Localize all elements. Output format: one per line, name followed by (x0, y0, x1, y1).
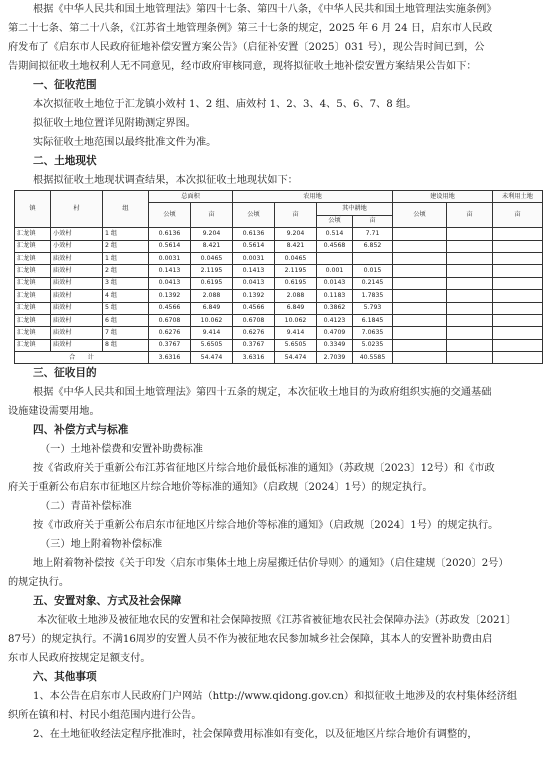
scope-line: 本次拟征收土地位于汇龙镇小效村 1、2 组、庙效村 1、2、3、4、5、6、7、8 组。 (33, 99, 417, 110)
table-cell: 0.6708 (149, 314, 191, 326)
cell-village: 庙效村 (51, 339, 103, 351)
intro-line: 府发布了《启东市人民政府征地补偿安置方案公告》（启征补安置〔2025〕031 号），现公告时间已到，公 (8, 42, 485, 53)
table-cell: 10.062 (191, 314, 233, 326)
table-cell (393, 277, 447, 289)
table-cell: 0.0031 (233, 252, 275, 264)
table-cell: 54.474 (275, 352, 317, 364)
table-cell: 0.5614 (149, 240, 191, 252)
intro-line: 告期间拟征收土地权利人无不同意见，经市政府审核同意，现将拟征收土地补偿安置方案结果公告如下： (8, 61, 477, 72)
other-line: 2、在土地征收经法定程序批准时，社会保障费用标准如有变化，以及征地区片综合地价有调整的， (33, 729, 478, 741)
header-unit-ha: 公顷 (149, 203, 191, 228)
table-cell: 6.849 (275, 302, 317, 314)
header-unit-ha: 公顷 (317, 215, 353, 227)
table-cell: 0.1183 (317, 290, 353, 302)
cell-village: 庙效村 (51, 327, 103, 339)
table-cell: 2.088 (191, 290, 233, 302)
cell-town: 汇龙镇 (15, 240, 51, 252)
resettlement-line: 本次征收土地涉及被征地农民的安置和社会保障按照《江苏省被征地农民社会保障办法》（苏政发〔2021〕 (37, 615, 517, 627)
table-cell (393, 314, 447, 326)
table-cell: 0.015 (353, 265, 393, 277)
table-cell (447, 252, 493, 264)
compensation-line: 府关于重新公布启东市征地区片综合地价等标准的通知》（启政规〔2024〕1号）的规定执行。 (8, 482, 433, 494)
intro-line: 根据《中华人民共和国土地管理法》第四十七条、第四十八条，《中华人民共和国土地管理法实施条例》 (33, 4, 497, 15)
table-cell (493, 314, 543, 326)
table-cell (447, 265, 493, 277)
table-cell: 0.4123 (317, 314, 353, 326)
table-cell (493, 352, 543, 364)
table-cell: 3.6316 (233, 352, 275, 364)
table-cell (447, 290, 493, 302)
table-cell (393, 327, 447, 339)
table-cell (393, 228, 447, 240)
table-cell: 0.4566 (149, 302, 191, 314)
table-cell: 0.0031 (149, 252, 191, 264)
table-row (15, 228, 543, 240)
status-lead: 根据拟征收土地现状调查结果，本次拟征收土地现状如下： (33, 175, 298, 186)
table-row (15, 290, 543, 302)
table-cell (447, 327, 493, 339)
table-row (15, 265, 543, 277)
table-cell: 0.3767 (233, 339, 275, 351)
table-cell: 0.001 (317, 265, 353, 277)
cell-town: 汇龙镇 (15, 228, 51, 240)
table-cell: 0.4709 (317, 327, 353, 339)
table-cell: 0.5614 (233, 240, 275, 252)
table-cell: 0.0465 (191, 252, 233, 264)
cell-town: 汇龙镇 (15, 327, 51, 339)
purpose-line: 设施建设需要用地。 (8, 406, 100, 418)
cell-village: 庙效村 (51, 290, 103, 302)
header-unused: 未利用土地 (493, 191, 543, 203)
subheading-land-compensation: （一）土地补偿费和安置补助费标准 (40, 444, 203, 456)
table-cell: 0.4566 (233, 302, 275, 314)
section-heading-compensation: 四、补偿方式与标准 (33, 424, 129, 437)
header-unit-mu: 亩 (275, 203, 317, 228)
table-cell: 6.1845 (353, 314, 393, 326)
header-village: 村 (51, 191, 103, 228)
table-cell: 9.204 (275, 228, 317, 240)
table-row (15, 314, 543, 326)
cell-group: 1 组 (103, 252, 149, 264)
section-heading-other: 六、其他事项 (33, 671, 97, 684)
table-cell (447, 302, 493, 314)
table-cell: 5.6505 (275, 339, 317, 351)
table-cell (447, 352, 493, 364)
other-line: 1、本公告在启东市人民政府门户网站（http://www.qidong.gov.cn）和拟征收土地涉及的农村集体经济组 (33, 691, 518, 703)
table-cell (447, 314, 493, 326)
table-cell: 0.6195 (191, 277, 233, 289)
table-cell: 2.1195 (191, 265, 233, 277)
cell-town: 汇龙镇 (15, 277, 51, 289)
header-unit-mu: 亩 (493, 203, 543, 228)
table-cell (447, 228, 493, 240)
header-farmland: 农用地 (233, 191, 393, 203)
header-unit-mu: 亩 (353, 215, 393, 227)
table-cell: 0.6276 (149, 327, 191, 339)
table-cell: 0.1413 (233, 265, 275, 277)
cell-village: 庙效村 (51, 277, 103, 289)
header-arable: 其中耕地 (317, 203, 393, 215)
compensation-line: 按《省政府关于重新公布江苏省征地区片综合地价最低标准的通知》（苏政规〔2023〕12号）和《市政 (33, 463, 495, 475)
table-cell: 54.474 (191, 352, 233, 364)
cell-town: 汇龙镇 (15, 290, 51, 302)
table-cell: 7.0635 (353, 327, 393, 339)
table-cell: 6.849 (191, 302, 233, 314)
cell-village: 小效村 (51, 228, 103, 240)
table-cell: 8.421 (191, 240, 233, 252)
attachment-line: 地上附着物补偿按《关于印发〈启东市集体土地上房屋搬迁估价导则〉的通知》（启住建规〔2020〕2号） (33, 558, 509, 570)
cell-town: 汇龙镇 (15, 339, 51, 351)
table-cell (447, 277, 493, 289)
header-construction: 建设用地 (393, 191, 493, 203)
cell-group: 8 组 (103, 339, 149, 351)
cell-village: 庙效村 (51, 302, 103, 314)
cell-group: 2 组 (103, 265, 149, 277)
table-cell: 2.088 (275, 290, 317, 302)
table-cell: 0.0413 (233, 277, 275, 289)
table-cell (493, 290, 543, 302)
table-cell: 5.6505 (191, 339, 233, 351)
subheading-crop-compensation: （二）青苗补偿标准 (40, 501, 132, 513)
table-cell: 0.514 (317, 228, 353, 240)
table-cell: 0.2145 (353, 277, 393, 289)
table-row (15, 302, 543, 314)
resettlement-line: 东市人民政府按规定足额支付。 (8, 653, 151, 665)
table-cell (393, 302, 447, 314)
table-row (15, 277, 543, 289)
table-cell: 40.5585 (353, 352, 393, 364)
table-row (15, 252, 543, 264)
section-heading-purpose: 三、征收目的 (33, 367, 97, 380)
table-cell (447, 339, 493, 351)
section-heading-scope: 一、征收范围 (33, 79, 97, 91)
table-cell (393, 339, 447, 351)
table-cell: 0.1413 (149, 265, 191, 277)
crop-line: 按《市政府关于重新公布启东市征地区片综合地价等标准的通知》（启政规〔2024〕1号）的规定执行。 (33, 520, 499, 532)
header-unit-mu: 亩 (447, 203, 493, 228)
section-heading-resettlement: 五、安置对象、方式及社会保障 (33, 595, 182, 608)
table-cell (493, 252, 543, 264)
table-cell: 9.204 (191, 228, 233, 240)
table-cell (493, 265, 543, 277)
table-row (15, 327, 543, 339)
table-cell: 2.1195 (275, 265, 317, 277)
table-cell: 0.6136 (149, 228, 191, 240)
cell-town: 汇龙镇 (15, 314, 51, 326)
table-cell (393, 252, 447, 264)
table-cell (447, 240, 493, 252)
header-group: 组 (103, 191, 149, 228)
header-unit-ha: 公顷 (393, 203, 447, 228)
purpose-line: 根据《中华人民共和国土地管理法》第四十五条的规定，本次征收土地目的为政府组织实施的交通基础 (33, 387, 492, 399)
scope-line: 拟征收土地位置详见附勘测定界图。 (33, 118, 196, 129)
table-cell: 6.852 (353, 240, 393, 252)
cell-town: 汇龙镇 (15, 302, 51, 314)
intro-line: 第二十七条、第二十八条，《江苏省土地管理条例》第三十七条的规定，2025 年 6 月 24 日，启东市人民政 (8, 23, 493, 34)
scope-line: 实际征收土地范围以最终批准文件为准。 (33, 137, 217, 148)
table-cell: 0.0465 (275, 252, 317, 264)
cell-group: 3 组 (103, 277, 149, 289)
table-cell (493, 228, 543, 240)
cell-group: 6 组 (103, 314, 149, 326)
resettlement-line: 87号）的规定执行。不满16周岁的安置人员不作为被征地农民参加城乡社会保障，其本人的安置补助费由启 (8, 634, 493, 646)
cell-town: 汇龙镇 (15, 265, 51, 277)
table-cell: 9.414 (275, 327, 317, 339)
section-heading-status: 二、土地现状 (33, 155, 97, 167)
table-cell (493, 240, 543, 252)
cell-group: 7 组 (103, 327, 149, 339)
table-cell: 8.421 (275, 240, 317, 252)
cell-village: 庙效村 (51, 265, 103, 277)
land-status-table (14, 190, 543, 364)
cell-village: 庙效村 (51, 314, 103, 326)
table-cell (493, 327, 543, 339)
table-cell: 9.414 (191, 327, 233, 339)
table-cell: 5.793 (353, 302, 393, 314)
table-cell: 0.0143 (317, 277, 353, 289)
table-cell: 0.1392 (149, 290, 191, 302)
header-town: 镇 (15, 191, 51, 228)
table-cell: 10.062 (275, 314, 317, 326)
other-line: 织所在镇和村、村民小组范围内进行公告。 (8, 710, 202, 722)
cell-group: 4 组 (103, 290, 149, 302)
table-cell (393, 290, 447, 302)
total-label: 合 计 (15, 352, 149, 364)
table-cell (393, 265, 447, 277)
table-cell: 7.71 (353, 228, 393, 240)
cell-group: 5 组 (103, 302, 149, 314)
table-cell: 5.0235 (353, 339, 393, 351)
header-total-area: 总面积 (149, 191, 233, 203)
cell-town: 汇龙镇 (15, 252, 51, 264)
table-total-row (15, 352, 543, 364)
table-cell (493, 277, 543, 289)
table-cell: 0.3349 (317, 339, 353, 351)
table-cell: 3.6316 (149, 352, 191, 364)
cell-group: 2 组 (103, 240, 149, 252)
table-cell: 0.3862 (317, 302, 353, 314)
table-cell: 2.7039 (317, 352, 353, 364)
table-cell (493, 302, 543, 314)
header-unit-mu: 亩 (191, 203, 233, 228)
table-cell: 0.4568 (317, 240, 353, 252)
table-cell: 0.6708 (233, 314, 275, 326)
subheading-attachment-compensation: （三）地上附着物补偿标准 (40, 539, 163, 551)
attachment-line: 的规定执行。 (8, 577, 70, 589)
table-cell: 0.6195 (275, 277, 317, 289)
table-cell: 0.6276 (233, 327, 275, 339)
table-cell: 0.1392 (233, 290, 275, 302)
table-row (15, 240, 543, 252)
intro (0, 0, 556, 76)
table-cell (353, 252, 393, 264)
header-unit-ha: 公顷 (233, 203, 275, 228)
table-cell (317, 252, 353, 264)
table-cell: 0.0413 (149, 277, 191, 289)
table-cell (393, 352, 447, 364)
table-row (15, 339, 543, 351)
cell-village: 庙效村 (51, 252, 103, 264)
cell-village: 小效村 (51, 240, 103, 252)
table-cell: 0.6136 (233, 228, 275, 240)
table-cell: 1.7835 (353, 290, 393, 302)
table-cell (493, 339, 543, 351)
table-cell (393, 240, 447, 252)
cell-group: 1 组 (103, 228, 149, 240)
table-cell: 0.3767 (149, 339, 191, 351)
